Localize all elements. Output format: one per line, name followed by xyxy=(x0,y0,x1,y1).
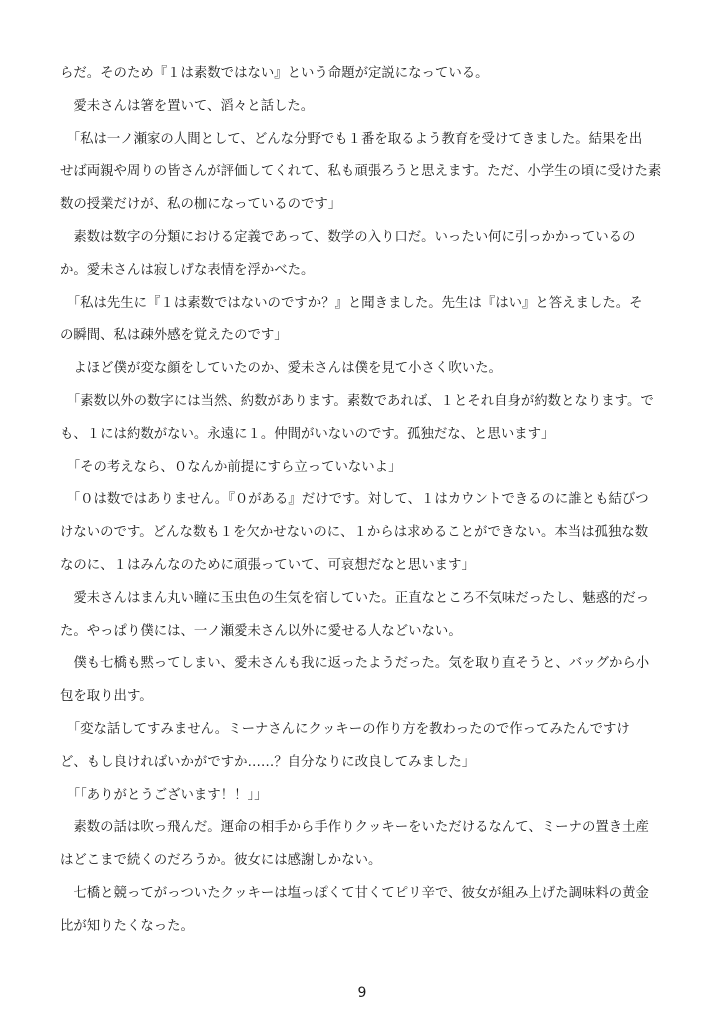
text-line-17: 愛未さんはまん丸い瞳に玉虫色の生気を宿していた。正直なところ不気味だったし、魅惑的だっ xyxy=(60,590,650,606)
text-line-5: 数の授業だけが、私の枷になっているのです」 xyxy=(60,197,342,213)
text-line-7: か。愛未さんは寂しげな表情を浮かべた。 xyxy=(60,262,315,278)
text-line-4: せば両親や周りの皆さんが評価してくれて、私も頑張ろうと思えます。ただ、小学生の頃に受けた素 xyxy=(60,164,662,180)
text-line-8: 「私は先生に『１は素数ではないのですか？』と聞きました。先生は『はい』と答えました。そ xyxy=(60,295,643,311)
text-line-2: 愛未さんは箸を置いて、滔々と話した。 xyxy=(60,98,315,114)
text-line-27: 比が知りたくなった。 xyxy=(60,918,194,934)
text-line-19: 僕も七橋も黙ってしまい、愛未さんも我に返ったようだった。気を取り直そうと、バッグから小 xyxy=(60,656,650,672)
body-text xyxy=(60,58,680,944)
text-line-16: なのに、１はみんなのために頑張っていて、可哀想だなと思います」 xyxy=(60,557,475,573)
text-line-25: はどこまで続くのだろうか。彼女には感謝しかない。 xyxy=(60,853,382,869)
text-line-1: らだ。そのため『１は素数ではない』という命題が定説になっている。 xyxy=(60,66,489,81)
text-line-20: 包を取り出す。 xyxy=(60,689,153,705)
page-number: 9 xyxy=(357,985,367,1001)
text-line-18: た。やっぱり僕には、一ノ瀬愛未さん以外に愛せる人などいない。 xyxy=(60,623,462,639)
text-line-22: ど、もし良ければいかがですか……？自分なりに改良してみました」 xyxy=(60,754,476,770)
text-line-9: の瞬間、私は疎外感を覚えたのです」 xyxy=(60,328,288,344)
text-line-24: 素数の話は吹っ飛んだ。運命の相手から手作りクッキーをいただけるなんて、ミーナの置き土産 xyxy=(60,820,649,836)
text-line-15: けないのです。どんな数も１を欠かせないのに、１からは求めることができない。本当は孤独な数 xyxy=(60,525,649,541)
text-line-23: 「「ありがとうございます！！」」 xyxy=(60,787,268,803)
text-line-11: 「素数以外の数字には当然、約数があります。素数であれば、１とそれ自身が約数となります。で xyxy=(60,393,654,409)
text-line-26: 七橋と競ってがっついたクッキーは塩っぽくて甘くてピリ辛で、彼女が組み上げた調味料の黄金 xyxy=(60,885,649,901)
text-line-21: 「変な話してすみません。ミーナさんにクッキーの作り方を教わったので作ってみたんですけ xyxy=(60,721,630,737)
text-line-10: よほど僕が変な顔をしていたのか、愛未さんは僕を見て小さく吹いた。 xyxy=(60,361,502,377)
text-line-12: も、１には約数がない。永遠に１。仲間がいないのです。孤独だな、と思います」 xyxy=(60,426,555,442)
text-line-3: 「私は一ノ瀬家の人間として、どんな分野でも１番を取るよう教育を受けてきました。結果を出 xyxy=(60,131,643,147)
text-line-14: 「０は数ではありません。『０がある』だけです。対して、１はカウントできるのに誰とも結びつ xyxy=(60,492,649,508)
text-line-6: 素数は数字の分類における定義であって、数学の入り口だ。いったい何に引っかかっているの xyxy=(60,229,636,245)
text-line-13: 「その考えなら、０なんか前提にすら立っていないよ」 xyxy=(60,459,402,475)
